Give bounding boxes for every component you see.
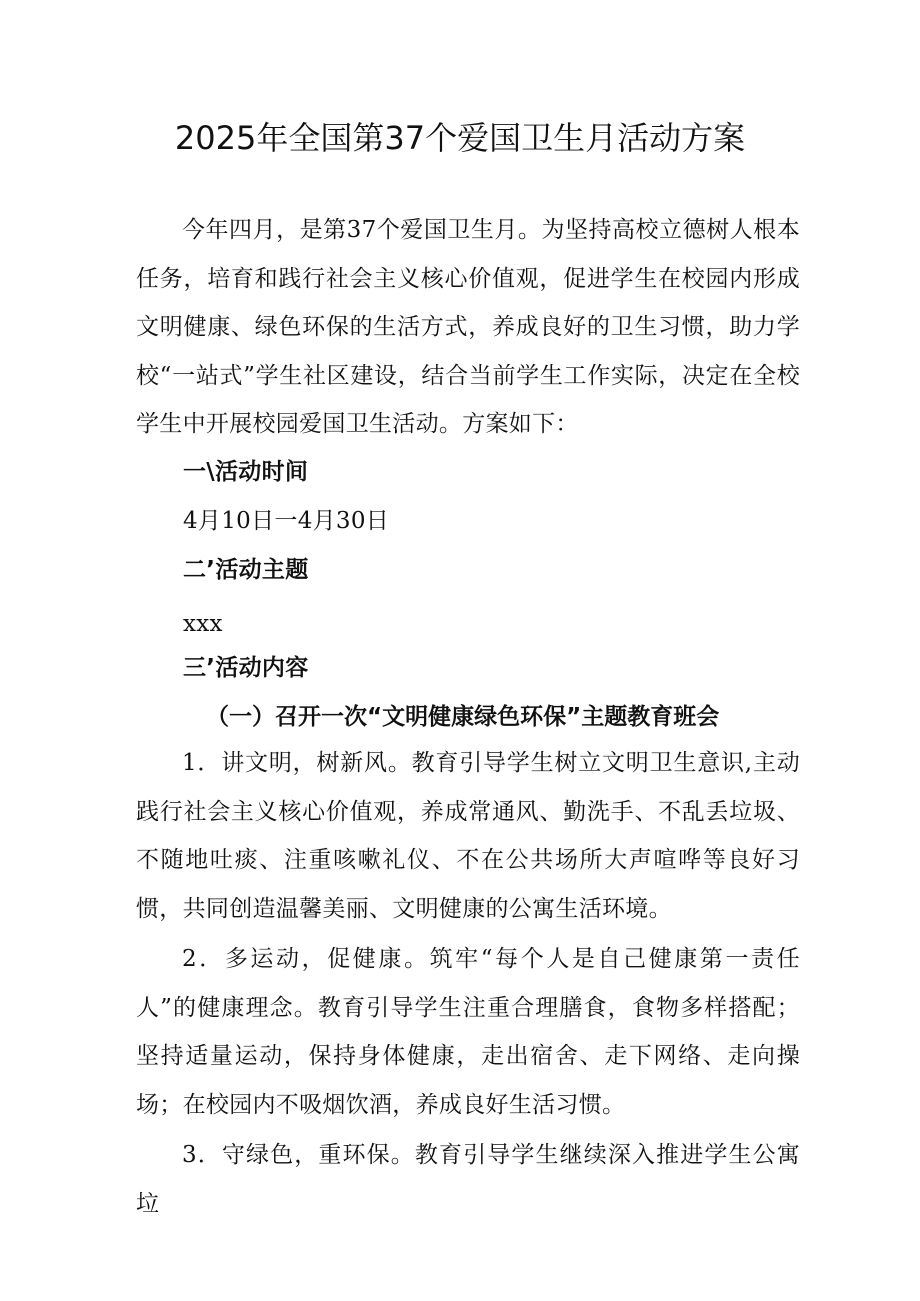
- section-1-heading: 一\活动时间: [183, 459, 309, 485]
- content-item-1: 1．讲文明，树新风。教育引导学生树立文明卫生意识,主动践行社会主义核心价值观，养成常通风、勤洗手、不乱丢垃圾、不随地吐痰、注重咳嗽礼仪、不在公共场所大声喧哗等良好习惯，共同创造温馨美丽、文明健康的公寓生活环境。: [136, 750, 800, 922]
- section-2-heading: 二’活动主题: [183, 557, 309, 583]
- content-item-3: 3．守绿色，重环保。教育引导学生继续深入推进学生公寓垃: [136, 1142, 800, 1217]
- section-3-heading: 三’活动内容: [183, 655, 309, 681]
- section-2-body: xxx: [183, 611, 223, 637]
- section-1-body: 4月10日一4月30日: [183, 508, 390, 534]
- content-item-2: 2．多运动，促健康。筑牢“每个人是自己健康第一责任人”的健康理念。教育引导学生注重合理膳食，食物多样搭配；坚持适量运动，保持身体健康，走出宿舍、走下网络、走向操场；在校园内不吸烟饮酒，养成良好生活习惯。: [136, 946, 800, 1118]
- document-title: 2025年全国第37个爱国卫生月活动方案: [174, 119, 746, 157]
- intro-paragraph: 今年四月，是第37个爱国卫生月。为坚持高校立德树人根本任务，培育和践行社会主义核心价值观，促进学生在校园内形成文明健康、绿色环保的生活方式，养成良好的卫生习惯，助力学校“一站式”学生社区建设，结合当前学生工作实际，决定在全校学生中开展校园爱国卫生活动。方案如下：: [136, 217, 800, 437]
- subsection-1-heading: （一）召开一次“文明健康绿色环保”主题教育班会: [206, 704, 720, 730]
